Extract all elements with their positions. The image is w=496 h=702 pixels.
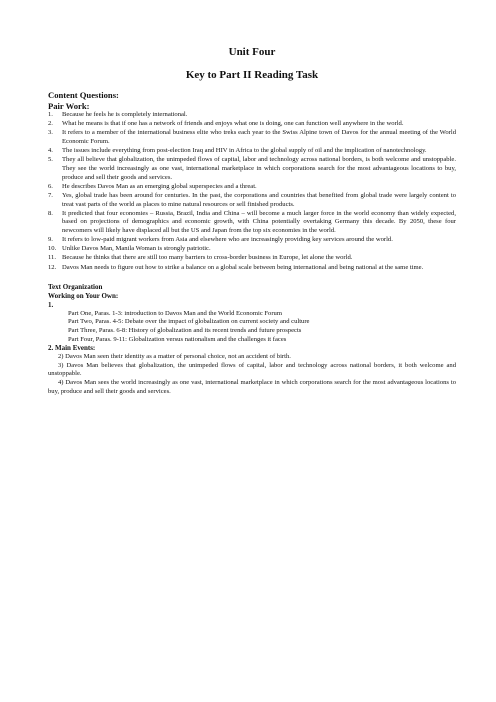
answer-item xyxy=(48,245,456,254)
answer-item xyxy=(48,120,456,129)
answer-number: 2. xyxy=(48,120,53,128)
answer-item xyxy=(48,192,456,209)
answer-text: Because he feels he is completely international. xyxy=(62,111,188,118)
answer-item xyxy=(48,210,456,236)
answer-text: He describes Davos Man as an emerging global superspecies and a threat. xyxy=(62,182,257,190)
event-paragraph: 4) Davos Man sees the world increasingly as one vast, international marketplace in which corporations search for the most advantageous locations to buy, produce and sell their goods and services. xyxy=(48,378,456,395)
answer-number: 6. xyxy=(48,182,53,190)
answer-text: What he means is that if one has a network of friends and enjoys what one is doing, one can function well anywhere in the world. xyxy=(62,120,404,128)
part-line: Part Three, Paras. 6-8: History of globalization and its recent trends and future prospects xyxy=(68,327,302,334)
answer-item xyxy=(48,156,456,182)
answer-text: Davos Man needs to figure out how to strike a balance on a global scale between being international and being national at the same time. xyxy=(62,263,424,271)
answer-item xyxy=(48,254,456,263)
answer-item xyxy=(48,111,456,120)
answer-item xyxy=(48,236,456,245)
answer-text: The issues include everything from post-election Iraq and HIV in Africa to the global supply of oil and the implication of nanotechnology. xyxy=(62,147,427,155)
answer-text: It refers to low-paid migrant workers from Asia and elsewhere who are increasingly providing key services around the world. xyxy=(62,236,393,244)
working-on-your-own-heading: Working on Your Own: xyxy=(48,291,119,300)
answer-number: 8. xyxy=(48,209,53,217)
answer-list xyxy=(48,111,456,272)
part-line: Part Four, Paras. 9-11: Globalization versus nationalism and the challenges it faces xyxy=(68,335,287,343)
content-questions-heading: Content Questions: xyxy=(48,90,119,100)
page-subtitle: Key to Part II Reading Task xyxy=(185,69,319,81)
answer-text: Yes, global trade has been around for centuries. In the past, the corporations and countries that benefited from global trade were largely content to treat vast parts of the world as places to mine natural resources or sell finished products. xyxy=(62,191,456,208)
answer-text: Unlike Davos Man, Manila Woman is strongly patriotic. xyxy=(62,245,211,253)
part-line: Part One, Paras. 1-3: introduction to Davos Man and the World Economic Forum xyxy=(68,309,282,317)
answer-text: They all believe that globalization, the unimpeded flows of capital, labor and technology across national borders, is both welcome and unstoppable. They see the world increasingly as one vast, international marketplace in which corporations search for the most advantageous locations to buy, produce and sell their goods and services. xyxy=(62,156,456,181)
answer-number: 5. xyxy=(48,156,53,164)
answer-item xyxy=(48,129,456,146)
answer-number: 10. xyxy=(48,245,57,253)
part-line: Part Two, Paras. 4-5: Debate over the impact of globalization on current society and culture xyxy=(68,318,310,326)
unit-title: Unit Four xyxy=(228,46,276,58)
answer-number: 12. xyxy=(48,263,57,271)
text-organization-heading: Text Organization xyxy=(48,282,103,291)
section-number: 1. xyxy=(48,300,54,309)
pair-work-heading: Pair Work: xyxy=(48,100,90,111)
answer-number: 7. xyxy=(48,191,53,199)
answer-item xyxy=(48,183,456,192)
answer-number: 11. xyxy=(48,254,56,262)
main-events-heading: 2. Main Events: xyxy=(48,344,96,353)
answer-number: 1. xyxy=(48,111,53,118)
event-paragraph: 2) Davos Man seen their identity as a matter of personal choice, not an accident of birth. xyxy=(58,353,291,361)
answer-item xyxy=(48,264,456,273)
answer-text: It refers to a member of the international business elite who treks each year to the Swiss Alpine town of Davos for the annual meeting of the World Economic Forum. xyxy=(62,129,456,145)
section-spacer xyxy=(48,273,456,283)
answer-number: 4. xyxy=(48,147,53,155)
event-paragraph: 3) Davos Man believes that globalization, the unimpeded flows of capital, labor and technology across national borders, it both welcome and unstoppable. xyxy=(48,361,456,378)
answer-number: 9. xyxy=(48,236,53,244)
answer-item xyxy=(48,147,456,156)
answer-number: 3. xyxy=(48,129,53,137)
answer-text: Because he thinks that there are still too many barriers to cross-border business in Europe, let alone the world. xyxy=(62,254,353,262)
answer-text: It predicted that four economies – Russia, Brazil, India and China – will become a much larger force in the world economy than widely expected, based on projections of demographics and economic growth, with China potentially overtaking Germany this decade. By 2050, these four newcomers will likely have displaced all but the US and Japan from the top six economies in the world. xyxy=(62,209,456,234)
